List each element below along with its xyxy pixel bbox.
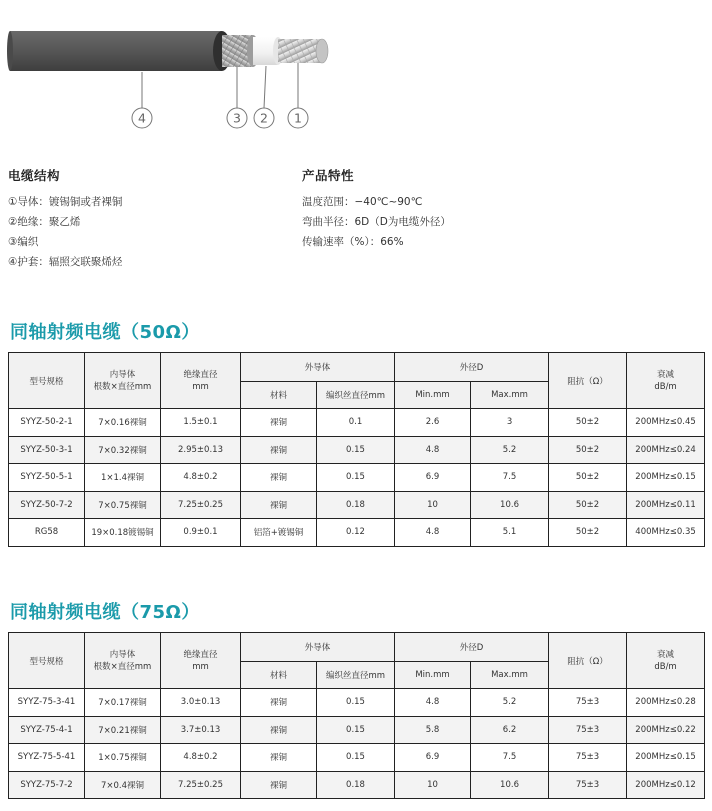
table-cell: 50±2 (549, 464, 627, 492)
table-cell: SYYZ-50-2-1 (9, 409, 85, 437)
table-cell: 3.7±0.13 (161, 716, 241, 744)
table-cell: 4.8±0.2 (161, 464, 241, 492)
table-cell: 4.8 (395, 519, 471, 547)
spec-table-75ohm (8, 632, 705, 799)
table-75-title: 同轴射频电缆（75Ω） (10, 602, 200, 623)
table-cell: 裸铜 (241, 716, 317, 744)
callout-2 (254, 108, 274, 128)
table-cell: 2.6 (395, 409, 471, 437)
table-cell: 铝箔+镀锡铜 (241, 519, 317, 547)
table-cell: 0.15 (317, 716, 395, 744)
table-cell: 10.6 (471, 771, 549, 799)
header-outer-conductor: 外导体 (241, 633, 395, 662)
table-cell: 200MHz≤0.24 (627, 436, 705, 464)
table-cell: 6.2 (471, 716, 549, 744)
table-cell: 0.12 (317, 519, 395, 547)
table-cell: 0.18 (317, 491, 395, 519)
table-row (9, 689, 705, 717)
table-cell: 6.9 (395, 744, 471, 772)
table-cell: 5.8 (395, 716, 471, 744)
callout-4 (132, 108, 152, 128)
table-cell: 裸铜 (241, 491, 317, 519)
table-cell: 200MHz≤0.45 (627, 409, 705, 437)
table-cell: 5.2 (471, 689, 549, 717)
callout-1 (288, 108, 308, 128)
table-cell: 0.15 (317, 744, 395, 772)
table-cell: 4.8±0.2 (161, 744, 241, 772)
cable-structure-section (8, 166, 122, 272)
table-cell: 裸铜 (241, 744, 317, 772)
table-cell: 7×0.75裸铜 (85, 491, 161, 519)
table-row (9, 436, 705, 464)
table-cell: 1×1.4裸铜 (85, 464, 161, 492)
table-cell: 2.95±0.13 (161, 436, 241, 464)
conductor-core (278, 39, 328, 63)
table-row (9, 771, 705, 799)
table-cell: 7×0.16裸铜 (85, 409, 161, 437)
table-cell: 75±3 (549, 771, 627, 799)
header-outer-diameter: 外径D (395, 633, 549, 662)
callout-3 (227, 108, 247, 128)
table-cell: 0.9±0.1 (161, 519, 241, 547)
features-title: 产品特性 (302, 168, 355, 183)
structure-line: ①导体：镀锡铜或者裸铜 (8, 196, 123, 208)
table-cell: 75±3 (549, 716, 627, 744)
table-cell: 0.15 (317, 436, 395, 464)
table-row (9, 491, 705, 519)
header-attenuation: 衰减 dB/m (627, 353, 705, 409)
table-cell: 裸铜 (241, 436, 317, 464)
table-cell: 10 (395, 771, 471, 799)
table-row (9, 744, 705, 772)
header-inner-conductor: 内导体 根数×直径mm (85, 633, 161, 689)
table-cell: 19×0.18镀锡铜 (85, 519, 161, 547)
table-cell: 200MHz≤0.22 (627, 716, 705, 744)
structure-line: ③编织 (8, 236, 39, 248)
table-cell: 0.15 (317, 464, 395, 492)
table-cell: 200MHz≤0.15 (627, 464, 705, 492)
svg-text:2: 2 (260, 110, 268, 126)
table-cell: 1.5±0.1 (161, 409, 241, 437)
table-cell: 裸铜 (241, 689, 317, 717)
table-cell: 3.0±0.13 (161, 689, 241, 717)
structure-line: ④护套：辐照交联聚烯烃 (8, 256, 123, 268)
table-cell: SYYZ-50-5-1 (9, 464, 85, 492)
table-cell: 裸铜 (241, 464, 317, 492)
header-model: 型号规格 (9, 633, 85, 689)
table-cell: SYYZ-75-5-41 (9, 744, 85, 772)
table-cell: 裸铜 (241, 771, 317, 799)
table-cell: RG58 (9, 519, 85, 547)
table-cell: 10 (395, 491, 471, 519)
table-cell: 5.2 (471, 436, 549, 464)
table-cell: SYYZ-50-7-2 (9, 491, 85, 519)
header-max: Max.mm (471, 382, 549, 409)
table-cell: 7.5 (471, 744, 549, 772)
table-cell: 7.25±0.25 (161, 491, 241, 519)
table-cell: SYYZ-50-3-1 (9, 436, 85, 464)
table-row (9, 716, 705, 744)
table-50-title: 同轴射频电缆（50Ω） (10, 322, 200, 343)
table-cell: 7.25±0.25 (161, 771, 241, 799)
header-braid-diameter: 编织丝直径mm (317, 382, 395, 409)
spec-table-50ohm (8, 352, 705, 547)
cable-cross-section-figure (0, 0, 712, 140)
table-cell: 6.9 (395, 464, 471, 492)
table-cell: 7×0.17裸铜 (85, 689, 161, 717)
header-outer-conductor: 外导体 (241, 353, 395, 382)
table-cell: 50±2 (549, 436, 627, 464)
table-cell: 裸铜 (241, 409, 317, 437)
table-cell: 7.5 (471, 464, 549, 492)
table-row (9, 464, 705, 492)
table-cell: 50±2 (549, 409, 627, 437)
outer-jacket (7, 31, 231, 71)
table-cell: 75±3 (549, 689, 627, 717)
header-outer-diameter: 外径D (395, 353, 549, 382)
table-cell: 75±3 (549, 744, 627, 772)
header-insulation-diameter: 绝缘直径 mm (161, 633, 241, 689)
table-cell: 200MHz≤0.15 (627, 744, 705, 772)
table-cell: 7×0.21裸铜 (85, 716, 161, 744)
table-cell: 200MHz≤0.11 (627, 491, 705, 519)
table-cell: SYYZ-75-4-1 (9, 716, 85, 744)
product-features-section (302, 166, 451, 252)
feature-line: 传输速率（%）：66% (302, 236, 404, 248)
header-material: 材料 (241, 382, 317, 409)
structure-line: ②绝缘：聚乙烯 (8, 216, 81, 228)
header-material: 材料 (241, 662, 317, 689)
table-row (9, 519, 705, 547)
table-cell: 7×0.32裸铜 (85, 436, 161, 464)
table-cell: 7×0.4裸铜 (85, 771, 161, 799)
table-cell: 400MHz≤0.35 (627, 519, 705, 547)
table-row (9, 409, 705, 437)
table-cell: 3 (471, 409, 549, 437)
feature-line: 弯曲半径：6D（D为电缆外径） (302, 216, 451, 228)
table-cell: 200MHz≤0.12 (627, 771, 705, 799)
table-cell: 200MHz≤0.28 (627, 689, 705, 717)
table-cell: 50±2 (549, 519, 627, 547)
table-cell: SYYZ-75-3-41 (9, 689, 85, 717)
table-cell: 10.6 (471, 491, 549, 519)
table-cell: 4.8 (395, 436, 471, 464)
table-cell: 50±2 (549, 491, 627, 519)
svg-text:3: 3 (233, 110, 241, 126)
header-attenuation: 衰减 dB/m (627, 633, 705, 689)
table-cell: 1×0.75裸铜 (85, 744, 161, 772)
table-cell: SYYZ-75-7-2 (9, 771, 85, 799)
header-braid-diameter: 编织丝直径mm (317, 662, 395, 689)
table-cell: 4.8 (395, 689, 471, 717)
header-min: Min.mm (395, 382, 471, 409)
header-insulation-diameter: 绝缘直径 mm (161, 353, 241, 409)
table-cell: 5.1 (471, 519, 549, 547)
feature-line: 温度范围：−40℃~90℃ (302, 196, 423, 208)
structure-title: 电缆结构 (8, 168, 61, 183)
header-model: 型号规格 (9, 353, 85, 409)
header-max: Max.mm (471, 662, 549, 689)
header-inner-conductor: 内导体 根数×直径mm (85, 353, 161, 409)
svg-text:4: 4 (138, 110, 146, 126)
svg-text:1: 1 (294, 110, 302, 126)
header-impedance: 阻抗（Ω） (549, 633, 627, 689)
table-cell: 0.1 (317, 409, 395, 437)
header-min: Min.mm (395, 662, 471, 689)
table-cell: 0.15 (317, 689, 395, 717)
header-impedance: 阻抗（Ω） (549, 353, 627, 409)
table-cell: 0.18 (317, 771, 395, 799)
